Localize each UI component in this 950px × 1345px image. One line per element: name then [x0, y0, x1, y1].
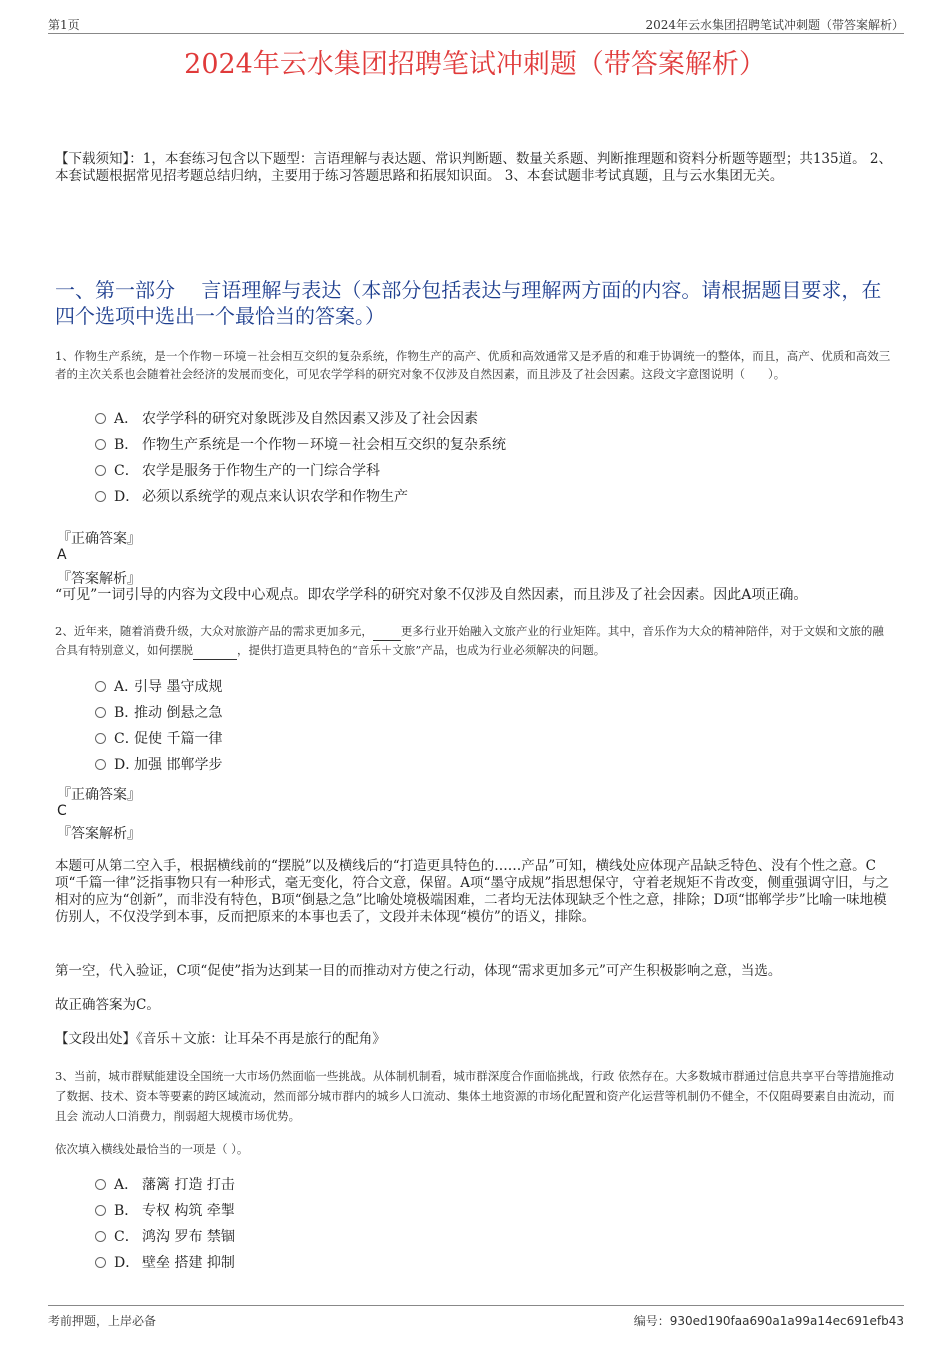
radio-icon[interactable] [95, 491, 106, 502]
source-citation: 【文段出处】《音乐＋文旅：让耳朵不再是旅行的配角》 [55, 1031, 386, 1047]
radio-icon[interactable] [95, 439, 106, 450]
radio-icon[interactable] [95, 707, 106, 718]
option-1c[interactable]: C． 农学是服务于作物生产的一门综合学科 [95, 458, 506, 484]
radio-icon[interactable] [95, 413, 106, 424]
header-doc-title: 2024年云水集团招聘笔试冲刺题（带答案解析） [645, 18, 904, 32]
analysis-2-para-3: 故正确答案为C。 [55, 997, 160, 1013]
radio-icon[interactable] [95, 1205, 106, 1216]
fill-blank [373, 622, 401, 641]
answer-2: C [57, 803, 67, 819]
radio-icon[interactable] [95, 759, 106, 770]
page-header [48, 14, 904, 34]
analysis-2-para-1: 本题可从第二空入手，根据横线前的“摆脱”以及横线后的“打造更具特色的……产品”可知，横线处应体现产品缺乏特色、没有个性之意。C项“千篇一律”泛指事物只有一种形式，毫无变化，符合文意，保留。A项“墨守成规”指思想保守，守着老规矩不肯改变，侧重强调守旧，与之相对的应为“创新”，而非没有特色，B项“倒悬之急”比喻处境极端困难，二者均无法体现缺乏个性之意，排除；D项“邯郸学步”比喻一味地模仿别人，不仅没学到本事，反而把原来的本事也丢了，文段并未体现“模仿”的语义，排除。 [55, 858, 889, 925]
page-footer [48, 1305, 904, 1328]
question-3-prompt: 依次填入横线处最恰当的一项是（ ）。 [55, 1142, 249, 1156]
radio-icon[interactable] [95, 1179, 106, 1190]
question-1-stem: 1、作物生产系统，是一个作物－环境－社会相互交织的复杂系统，作物生产的高产、优质和高效通常又是矛盾的和难于协调统一的整体，而且，高产、优质和高效三者的主次关系也会随着社会经济的发展而变化，可见农学学科的研究对象不仅涉及自然因素，而且涉及了社会因素。这段文字意图说明（ ）。 [55, 349, 891, 381]
answer-label-2: 『正确答案』 [57, 787, 141, 803]
question-3-stem: 3、当前，城市群赋能建设全国统一大市场仍然面临一些挑战。从体制机制看，城市群深度合作面临挑战，行政 依然存在。大多数城市群通过信息共享平台等措施推动了数据、技术、资本等要素的跨区域流动，然而部分城市群内的城乡人口流动、集体土地资源的市场化配置和资产化运营等机制仍不健全，不仅阻碍要素自由流动，而且会 流动人口消费力，削弱超大规模市场优势。 [55, 1069, 895, 1123]
question-2-stem: 2、近年来，随着消费升级，大众对旅游产品的需求更加多元， 更多行业开始融入文旅产业的行业矩阵。其中，音乐作为大众的精神陪伴，对于文娱和文旅的融合具有特别意义，如何摆脱 ，提供打造更具特色的“音乐＋文旅”产品，也成为行业必须解决的问题。 [55, 622, 895, 660]
analysis-2-para-2: 第一空，代入验证，C项“促使”指为达到某一目的而推动对方使之行动，体现“需求更加多元”可产生积极影响之意，当选。 [55, 963, 782, 979]
page-number: 第1页 [48, 18, 80, 32]
option-1a[interactable]: A． 农学学科的研究对象既涉及自然因素又涉及了社会因素 [95, 406, 506, 432]
option-2d[interactable]: D．加强 邯郸学步 [95, 752, 222, 778]
question-3-options [95, 1172, 235, 1276]
download-notice: 【下载须知】：1，本套练习包含以下题型：言语理解与表达题、常识判断题、数量关系题、判断推理题和资料分析题等题型；共135道。 2、本套试题根据常见招考题总结归纳，主要用于练习答题思路和拓展知识面。 3、本套试题非考试真题，且与云水集团无关。 [55, 151, 892, 184]
option-3d[interactable]: D． 壁垒 搭建 抑制 [95, 1250, 235, 1276]
option-1d[interactable]: D． 必须以系统学的观点来认识农学和作物生产 [95, 484, 506, 510]
question-1-options [95, 406, 506, 510]
answer-1: A [57, 547, 67, 563]
footer-slogan: 考前押题，上岸必备 [48, 1314, 157, 1328]
option-3c[interactable]: C． 鸿沟 罗布 禁锢 [95, 1224, 235, 1250]
radio-icon[interactable] [95, 681, 106, 692]
option-2a[interactable]: A．引导 墨守成规 [95, 674, 222, 700]
radio-icon[interactable] [95, 733, 106, 744]
radio-icon[interactable] [95, 1231, 106, 1242]
analysis-label-2: 『答案解析』 [57, 826, 141, 842]
fill-blank [193, 641, 237, 660]
radio-icon[interactable] [95, 1257, 106, 1268]
document-code: 编号：930ed190faa690a1a99a14ec691efb43 [633, 1314, 904, 1328]
answer-label-1: 『正确答案』 [57, 531, 141, 547]
analysis-1: “可见”一词引导的内容为文段中心观点。即农学学科的研究对象不仅涉及自然因素，而且涉及了社会因素。因此A项正确。 [55, 587, 808, 603]
option-2b[interactable]: B．推动 倒悬之急 [95, 700, 222, 726]
option-3b[interactable]: B． 专权 构筑 牵掣 [95, 1198, 235, 1224]
document-title: 2024年云水集团招聘笔试冲刺题（带答案解析） [184, 49, 766, 80]
analysis-label-1: 『答案解析』 [57, 571, 141, 587]
question-2-options [95, 674, 222, 778]
option-2c[interactable]: C．促使 千篇一律 [95, 726, 222, 752]
option-3a[interactable]: A． 藩篱 打造 打击 [95, 1172, 235, 1198]
option-1b[interactable]: B． 作物生产系统是一个作物－环境－社会相互交织的复杂系统 [95, 432, 506, 458]
section-heading-1: 一、第一部分 言语理解与表达（本部分包括表达与理解两方面的内容。请根据题目要求，在四个选项中选出一个最恰当的答案。） [55, 278, 882, 328]
radio-icon[interactable] [95, 465, 106, 476]
